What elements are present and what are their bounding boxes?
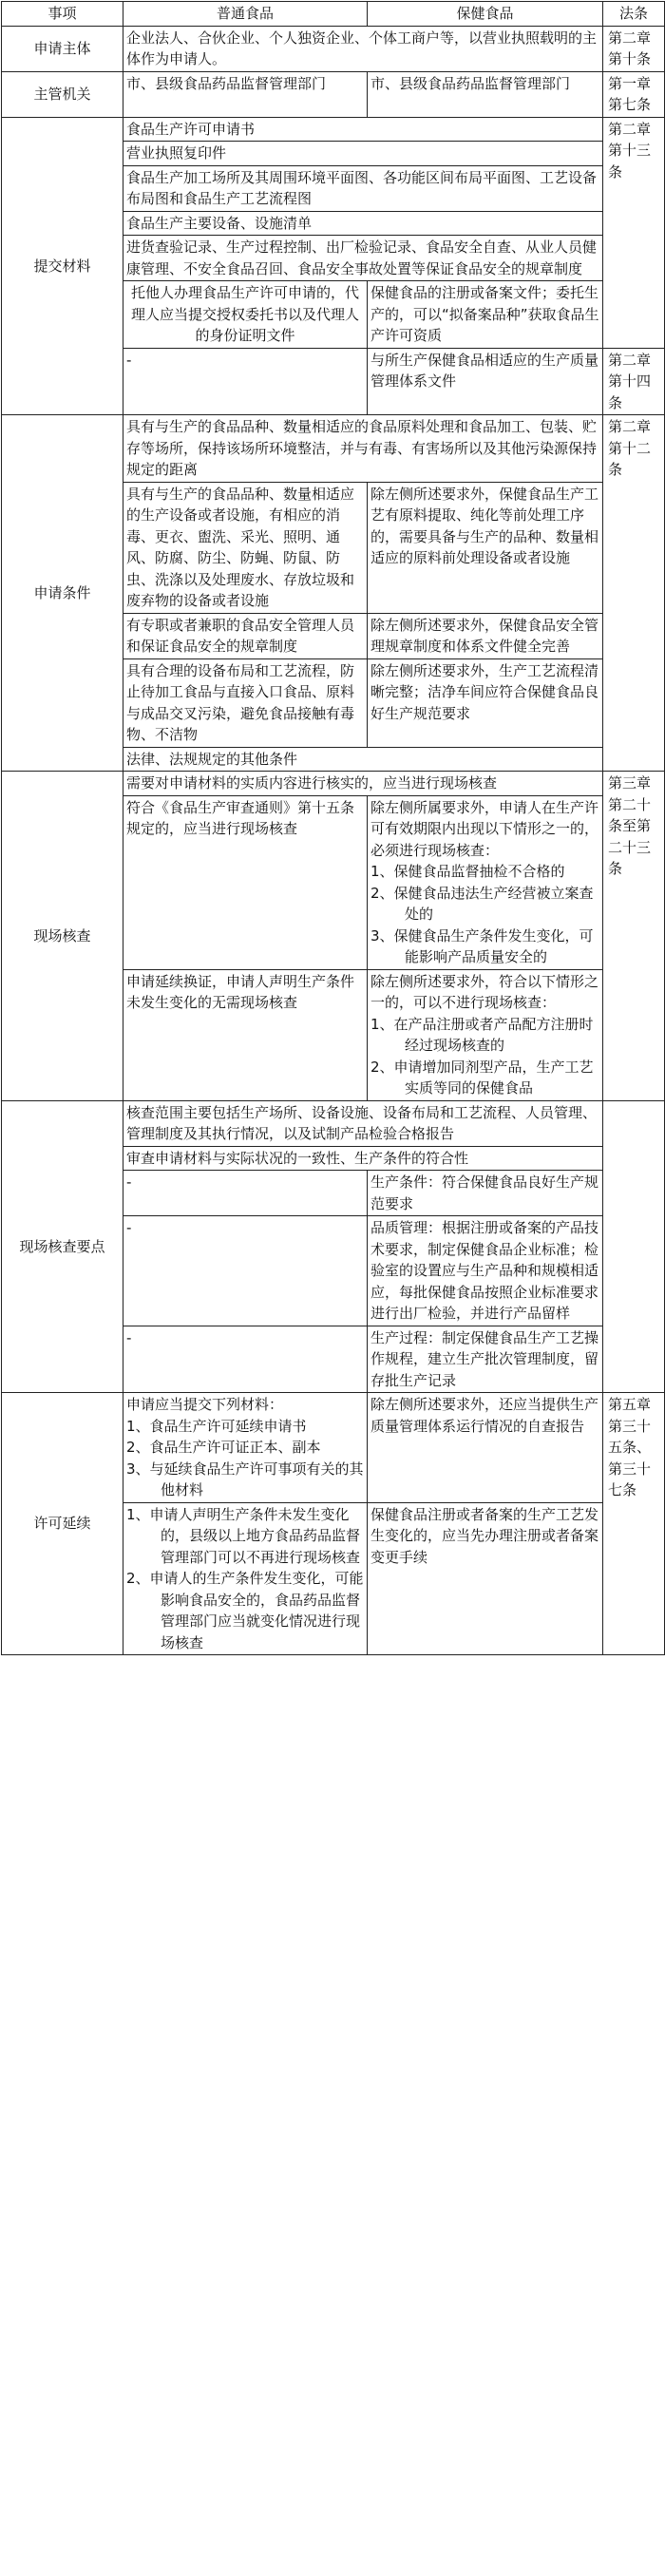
table-row — [2, 772, 665, 796]
cell-text: 具有与生产的食品品种、数量相适应的食品原料处理和食品加工、包装、贮存等场所，保持该场所环境整洁，并与有毒、有害场所以及其他污染源保持规定的距离 — [124, 415, 603, 483]
cell-general: 申请延续换证，申请人声明生产条件未发生变化的无需现场核查 — [124, 969, 368, 1100]
cell-health — [368, 795, 603, 969]
header-law: 法条 — [603, 2, 665, 27]
cell-health: 与所生产保健食品相适应的生产质量管理体系文件 — [368, 348, 603, 415]
cell-health: 除左侧所述要求外，生产工艺流程清晰完整；洁净车间应符合保健食品良好生产规范要求 — [368, 658, 603, 747]
law-cell: 第五章第三十五条、第三十七条 — [603, 1393, 665, 1655]
row-label: 提交材料 — [2, 117, 124, 415]
cell-text: 食品生产加工场所及其周围环境平面图、各功能区间布局平面图、工艺设备布局图和食品生产工艺流程图 — [124, 165, 603, 211]
list-item: 1、在产品注册或者产品配方注册时经过现场核查的 — [370, 1015, 594, 1054]
row-label: 现场核查 — [2, 772, 124, 1101]
cell-general: - — [124, 1171, 368, 1216]
cell-text: 营业执照复印件 — [124, 142, 603, 166]
list-item: 3、保健食品生产条件发生变化，可能影响产品质量安全的 — [370, 926, 594, 965]
table-row — [2, 415, 665, 483]
table-row — [2, 71, 665, 117]
cell-health: 保健食品注册或者备案的生产工艺发生变化的，应当先办理注册或者备案变更手续 — [368, 1502, 603, 1655]
cell-health: 生产条件：符合保健食品良好生产规范要求 — [368, 1171, 603, 1216]
cell-general: - — [124, 1326, 368, 1393]
header-health-food: 保健食品 — [368, 2, 603, 27]
cell-intro: 除左侧所属要求外，申请人在生产许可有效期限内出现以下情形之一的，必须进行现场核查： — [370, 798, 599, 859]
row-label: 申请条件 — [2, 415, 124, 772]
list-item: 2、保健食品违法生产经营被立案查处的 — [370, 884, 594, 923]
law-cell: 第二章第十三条 — [603, 117, 665, 348]
cell-general — [124, 1502, 368, 1655]
cell-health: 除左侧所述要求外，还应当提供生产质量管理体系运行情况的自查报告 — [368, 1393, 603, 1503]
cell-health: 保健食品的注册或备案文件；委托生产的，可以“拟备案品种”获取食品生产许可资质 — [368, 281, 603, 349]
table-header-row — [2, 2, 665, 27]
cell-health: 除左侧所述要求外，保健食品安全管理规章制度和体系文件健全完善 — [368, 613, 603, 658]
cell-general: 符合《食品生产审查通则》第十五条规定的，应当进行现场核查 — [124, 795, 368, 969]
table-row — [2, 1393, 665, 1503]
list-item: 1、食品生产许可延续申请书 — [126, 1417, 307, 1435]
cell-health: 生产过程：制定保健食品生产工艺操作规程，建立生产批次管理制度，留存批生产记录 — [368, 1326, 603, 1393]
cell-general: 托他人办理食品生产许可申请的，代理人应当提交授权委托书以及代理人的身份证明文件 — [124, 281, 368, 349]
row-label: 申请主体 — [2, 26, 124, 71]
cell-general — [124, 1393, 368, 1503]
comparison-table — [1, 1, 665, 1655]
header-general-food: 普通食品 — [124, 2, 368, 27]
cell-text: 进货查验记录、生产过程控制、出厂检验记录、食品安全自查、从业人员健康管理、不安全食品召回、食品安全事故处置等保证食品安全的规章制度 — [124, 236, 603, 281]
law-cell: 第三章第二十条至第二十三条 — [603, 772, 665, 1101]
cell-general: - — [124, 348, 368, 415]
header-item: 事项 — [2, 2, 124, 27]
cell-text: 企业法人、合伙企业、个人独资企业、个体工商户等，以营业执照载明的主体作为申请人。 — [124, 26, 603, 71]
law-cell: 第二章第十条 — [603, 26, 665, 71]
law-cell: 第二章第十四条 — [603, 348, 665, 415]
cell-text: 食品生产许可申请书 — [124, 117, 603, 142]
list-item: 1、保健食品监督抽检不合格的 — [370, 863, 565, 880]
cell-health: 品质管理：根据注册或备案的产品技术要求，制定保健食品企业标准；检验室的设置应与生产品种和规模相适应，每批保健食品按照企业标准要求进行出厂检验，并进行产品留样 — [368, 1216, 603, 1326]
row-label: 主管机关 — [2, 71, 124, 117]
table-row — [2, 1100, 665, 1146]
list-item: 1、申请人声明生产条件未发生变化的，县级以上地方食品药品监督管理部门可以不再进行现场核查 — [126, 1505, 361, 1566]
list-item: 2、食品生产许可证正本、副本 — [126, 1439, 321, 1456]
cell-general: 具有与生产的食品品种、数量相适应的生产设备或者设施，有相应的消毒、更衣、盥洗、采光、照明、通风、防腐、防尘、防蝇、防鼠、防虫、洗涤以及处理废水、存放垃圾和废弃物的设备或者设施 — [124, 482, 368, 613]
row-label: 现场核查要点 — [2, 1100, 124, 1393]
cell-intro: 除左侧所述要求外，符合以下情形之一的，可以不进行现场核查： — [370, 972, 599, 1011]
cell-text: 法律、法规规定的其他条件 — [124, 747, 603, 772]
row-label: 许可延续 — [2, 1393, 124, 1655]
list-item: 2、申请增加同剂型产品，生产工艺实质等同的保健食品 — [370, 1058, 594, 1097]
list-item: 3、与延续食品生产许可事项有关的其他材料 — [126, 1460, 364, 1498]
list-item: 2、申请人的生产条件发生变化，可能影响食品安全的，食品药品监督管理部门应当就变化情况进行现场核查 — [126, 1570, 364, 1651]
cell-text: 核查范围主要包括生产场所、设备设施、设备布局和工艺流程、人员管理、管理制度及其执行情况，以及试制产品检验合格报告 — [124, 1100, 603, 1146]
law-cell-empty — [603, 1100, 665, 1393]
table-row — [2, 26, 665, 71]
cell-health: 除左侧所述要求外，保健食品生产工艺有原料提取、纯化等前处理工序的，需要具备与生产的品种、数量相适应的原料前处理设备或者设施 — [368, 482, 603, 613]
cell-text: 食品生产主要设备、设施清单 — [124, 211, 603, 236]
cell-general: 市、县级食品药品监督管理部门 — [124, 71, 368, 117]
law-cell: 第一章第七条 — [603, 71, 665, 117]
table-row — [2, 117, 665, 142]
cell-text: 审查申请材料与实际状况的一致性、生产条件的符合性 — [124, 1146, 603, 1171]
cell-intro: 申请应当提交下列材料： — [126, 1396, 284, 1413]
cell-health: 市、县级食品药品监督管理部门 — [368, 71, 603, 117]
cell-general: 具有合理的设备布局和工艺流程，防止待加工食品与直接入口食品、原料与成品交叉污染，避免食品接触有毒物、不洁物 — [124, 658, 368, 747]
law-cell: 第二章第十二条 — [603, 415, 665, 772]
cell-general: - — [124, 1216, 368, 1326]
cell-general: 有专职或者兼职的食品安全管理人员和保证食品安全的规章制度 — [124, 613, 368, 658]
cell-health — [368, 969, 603, 1100]
cell-text: 需要对申请材料的实质内容进行核实的，应当进行现场核查 — [124, 772, 603, 796]
